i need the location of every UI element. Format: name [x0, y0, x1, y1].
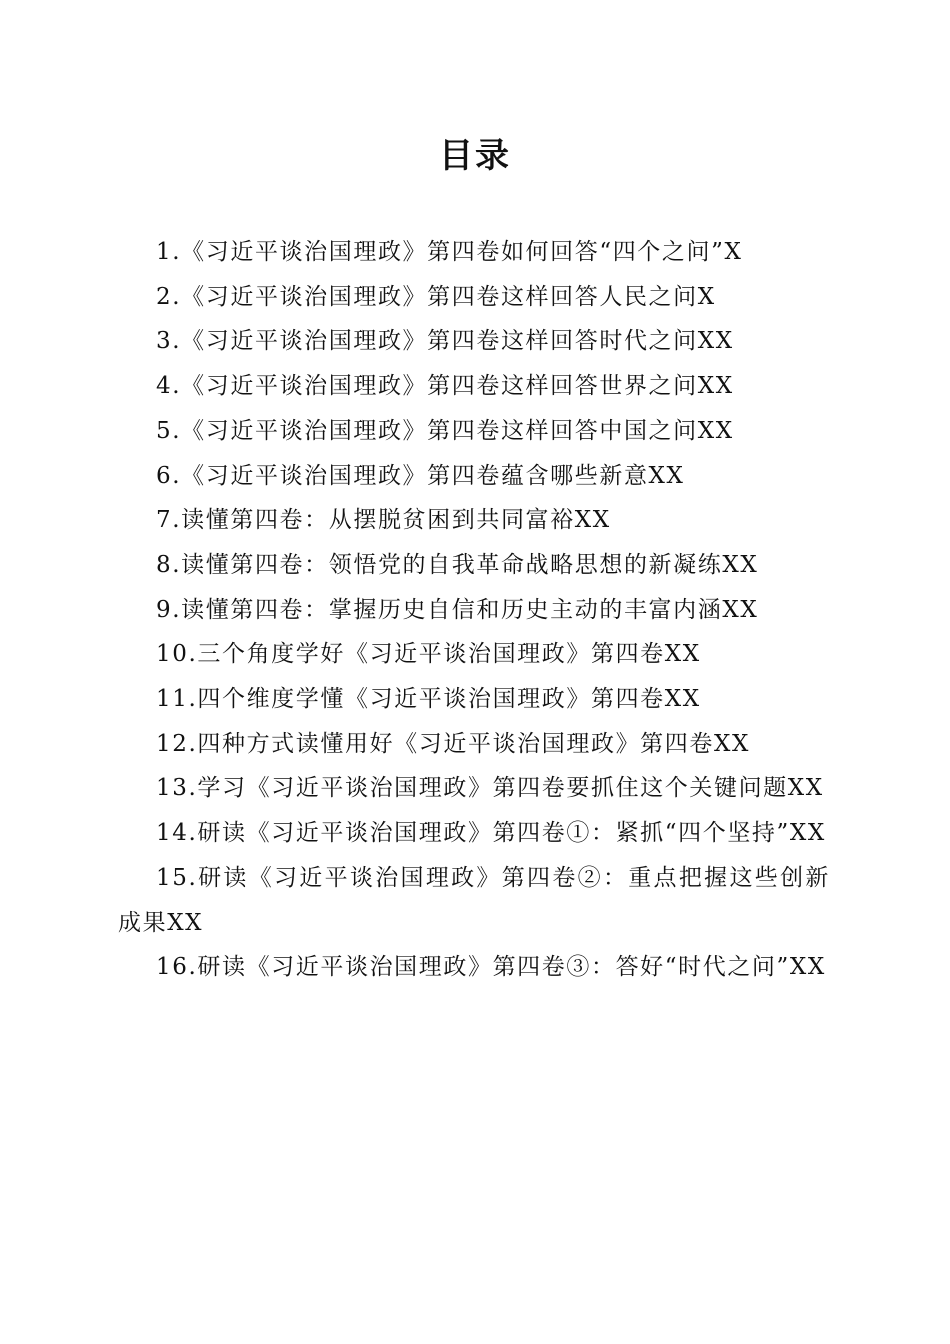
- toc-item-5[interactable]: 5.《习近平谈治国理政》第四卷这样回答中国之问XX: [156, 417, 734, 444]
- toc-item-1[interactable]: 1.《习近平谈治国理政》第四卷如何回答“四个之问”X: [156, 239, 743, 265]
- toc-item-11[interactable]: 11.四个维度学懂《习近平谈治国理政》第四卷XX: [156, 686, 701, 713]
- toc-item-12[interactable]: 12.四种方式读懂用好《习近平谈治国理政》第四卷XX: [156, 730, 750, 757]
- toc-item-4[interactable]: 4.《习近平谈治国理政》第四卷这样回答世界之问XX: [156, 373, 734, 400]
- toc-item-14[interactable]: 14.研读《习近平谈治国理政》第四卷①：紧抓“四个坚持”XX: [156, 820, 826, 847]
- toc-item-2[interactable]: 2.《习近平谈治国理政》第四卷这样回答人民之问X: [156, 283, 716, 310]
- toc-item-13[interactable]: 13.学习《习近平谈治国理政》第四卷要抓住这个关键问题XX: [156, 775, 824, 802]
- table-of-contents: [118, 230, 830, 990]
- toc-item-3[interactable]: 3.《习近平谈治国理政》第四卷这样回答时代之问XX: [156, 328, 734, 355]
- toc-item-8[interactable]: 8.读懂第四卷：领悟党的自我革命战略思想的新凝练XX: [156, 551, 759, 578]
- toc-item-16[interactable]: 16.研读《习近平谈治国理政》第四卷③：答好“时代之问”XX: [156, 954, 826, 981]
- toc-item-10[interactable]: 10.三个角度学好《习近平谈治国理政》第四卷XX: [156, 641, 701, 668]
- toc-item-7[interactable]: 7.读懂第四卷：从摆脱贫困到共同富裕XX: [156, 507, 611, 534]
- page-title: 目录: [439, 136, 511, 176]
- toc-item-9[interactable]: 9.读懂第四卷：掌握历史自信和历史主动的丰富内涵XX: [156, 596, 759, 623]
- toc-item-15[interactable]: 15.研读《习近平谈治国理政》第四卷②：重点把握这些创新成果XX: [118, 864, 830, 936]
- toc-item-6[interactable]: 6.《习近平谈治国理政》第四卷蕴含哪些新意XX: [156, 462, 685, 489]
